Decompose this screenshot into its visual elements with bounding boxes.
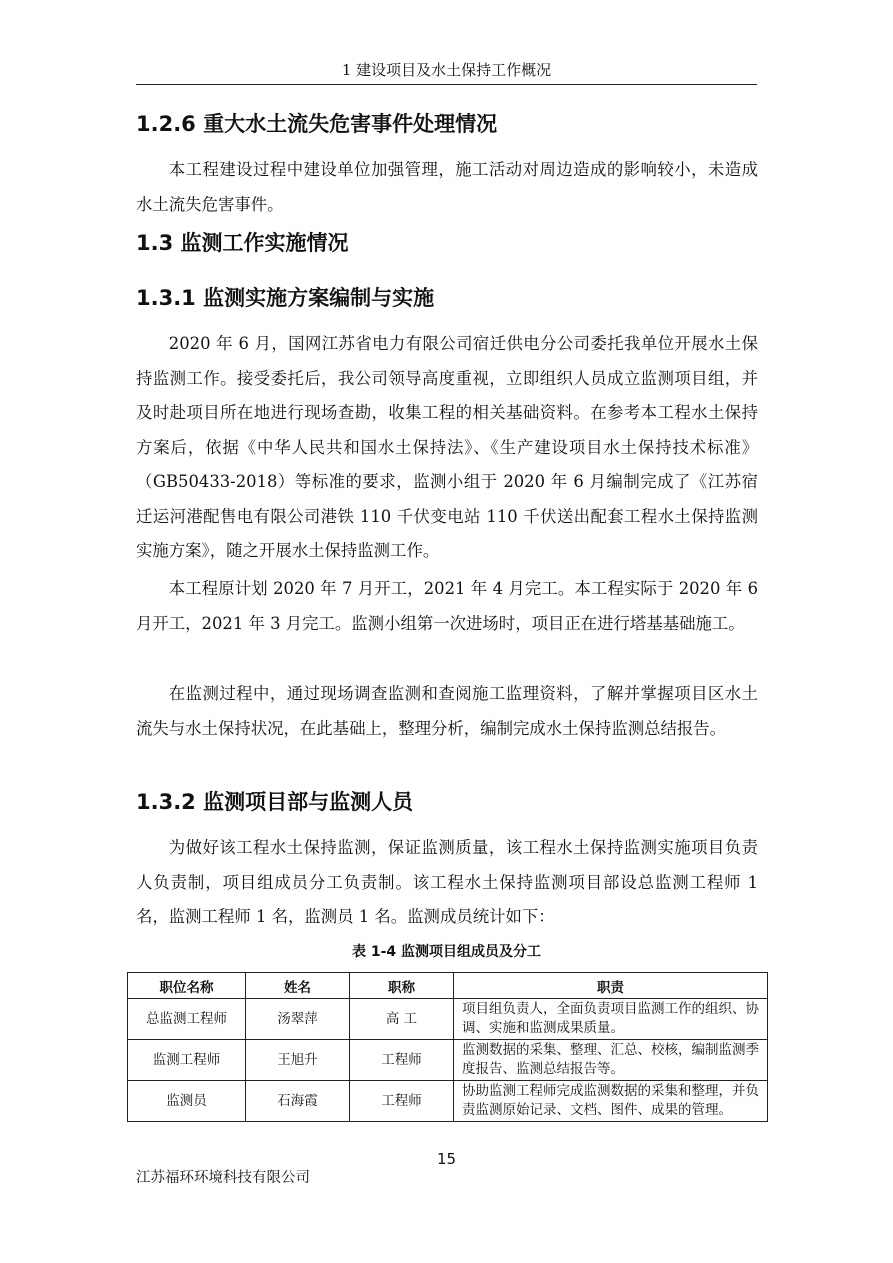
position-cell: 监测工程师 bbox=[128, 1040, 246, 1081]
column-header: 职责 bbox=[454, 973, 768, 999]
paragraph-1-3-2: 为做好该工程水土保持监测，保证监测质量，该工程水土保持监测实施项目负责人负责制，项目组成员分工负责制。该工程水土保持监测项目部设总监测工程师 1 名，监测工程师 1 名，监测员 1 名。监测成员统计如下： bbox=[136, 838, 758, 926]
footer-company: 江苏福环环境科技有限公司 bbox=[136, 1170, 310, 1186]
column-header: 职称 bbox=[350, 973, 454, 999]
paragraph-1-3-1-c: 在监测过程中，通过现场调查监测和查阅施工监理资料，了解并掌握项目区水土流失与水土保持状况，在此基础上，整理分析，编制完成水土保持监测总结报告。 bbox=[136, 684, 758, 738]
paragraph-1-3-1-a: 2020 年 6 月，国网江苏省电力有限公司宿迁供电分公司委托我单位开展水土保持监测工作。接受委托后，我公司领导高度重视，立即组织人员成立监测项目组，并及时赴项目所在地进行现场查勘，收集工程的相关基础资料。在参考本工程水土保持方案后，依据《中华人民共和国水土保持法》、《生产建设项目水土保持技术标准》（GB50433-2018）等标准的要求，监测小组于 2020 年 6 月编制完成了《江苏宿迁运河港配售电有限公司港铁 110 千伏变电站 110 千伏送出配套工程水土保持监测实施方案》，随之开展水土保持监测工作。 bbox=[136, 334, 758, 560]
heading-1-3-1: 1.3.1 监测实施方案编制与实施 bbox=[136, 286, 435, 310]
column-header: 姓名 bbox=[246, 973, 350, 999]
title-cell: 工程师 bbox=[350, 1081, 454, 1122]
title-cell: 工程师 bbox=[350, 1040, 454, 1081]
header-divider bbox=[136, 84, 757, 85]
staff-table bbox=[127, 972, 768, 1122]
position-cell: 监测员 bbox=[128, 1081, 246, 1122]
paragraph-1-2-6: 本工程建设过程中建设单位加强管理，施工活动对周边造成的影响较小，未造成水土流失危害事件。 bbox=[136, 160, 758, 214]
table-row bbox=[128, 1040, 768, 1081]
paragraph-1-3-1-b: 本工程原计划 2020 年 7 月开工，2021 年 4 月完工。本工程实际于 2020 年 6 月开工，2021 年 3 月完工。监测小组第一次进场时，项目正在进行塔基基础施工。 bbox=[136, 579, 758, 633]
name-cell: 石海霞 bbox=[246, 1081, 350, 1122]
column-header: 职位名称 bbox=[128, 973, 246, 999]
table-header-row bbox=[128, 973, 768, 999]
table-caption: 表 1-4 监测项目组成员及分工 bbox=[351, 944, 542, 960]
duty-cell: 监测数据的采集、整理、汇总、校核，编制监测季度报告、监测总结报告等。 bbox=[454, 1040, 768, 1081]
title-cell: 高 工 bbox=[350, 999, 454, 1040]
duty-cell: 协助监测工程师完成监测数据的采集和整理，并负责监测原始记录、文档、图件、成果的管理。 bbox=[454, 1081, 768, 1122]
heading-1-3: 1.3 监测工作实施情况 bbox=[136, 231, 349, 255]
running-header: 1 建设项目及水土保持工作概况 bbox=[341, 61, 552, 79]
duty-cell: 项目组负责人，全面负责项目监测工作的组织、协调、实施和监测成果质量。 bbox=[454, 999, 768, 1040]
heading-1-3-2: 1.3.2 监测项目部与监测人员 bbox=[136, 790, 414, 814]
table-row bbox=[128, 999, 768, 1040]
table-row bbox=[128, 1081, 768, 1122]
name-cell: 汤翠萍 bbox=[246, 999, 350, 1040]
heading-1-2-6: 1.2.6 重大水土流失危害事件处理情况 bbox=[136, 112, 498, 136]
name-cell: 王旭升 bbox=[246, 1040, 350, 1081]
page-number: 15 bbox=[436, 1150, 457, 1168]
position-cell: 总监测工程师 bbox=[128, 999, 246, 1040]
